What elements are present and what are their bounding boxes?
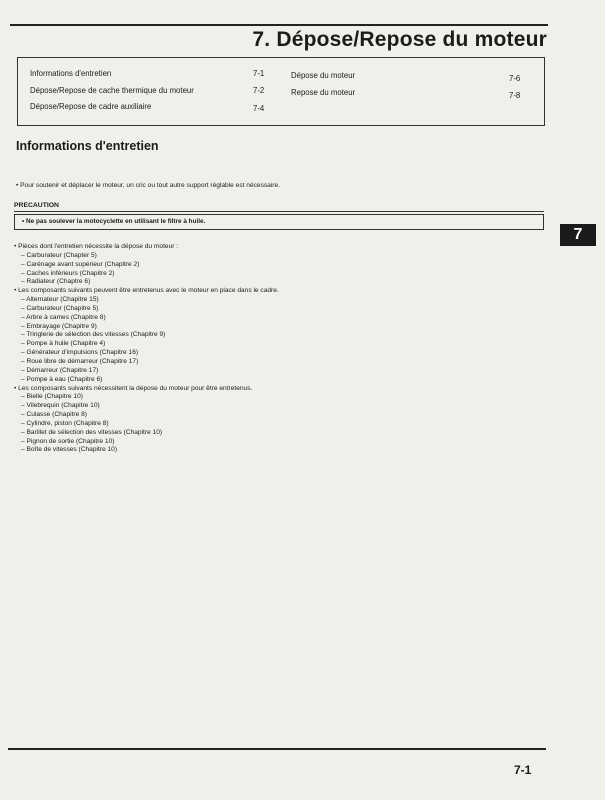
list-item: – Carburateur (Chapitre 5) — [21, 304, 99, 312]
list-heading: • Les composants suivants peuvent être entretenus avec le moteur en place dans le cadre. — [14, 287, 279, 295]
list-item: – Caches inférieurs (Chapitre 2) — [21, 269, 115, 277]
list-item: – Roue libre de démarreur (Chapitre 17) — [21, 357, 139, 365]
list-item: – Barillet de sélection des vitesses (Chapitre 10) — [21, 428, 163, 436]
chapter-tab: 7 — [560, 224, 596, 246]
list-item: – Tringlerie de sélection des vitesses (Chapitre 9) — [21, 331, 166, 339]
toc-item[interactable]: Dépose/Repose de cache thermique du moteur — [30, 86, 194, 95]
list-item: – Vilebrequin (Chapitre 10) — [21, 402, 100, 410]
list-item: – Générateur d'impulsions (Chapitre 16) — [21, 349, 139, 357]
list-item: – Pompe à eau (Chapitre 6) — [21, 375, 103, 383]
list-item: – Arbre à cames (Chapitre 8) — [21, 313, 106, 321]
list-item: – Alternateur (Chapitre 15) — [21, 296, 99, 304]
list-item: – Radiateur (Chaptre 6) — [21, 278, 91, 286]
header-rule — [10, 24, 548, 26]
toc-item[interactable]: Informations d'entretien — [30, 69, 112, 78]
list-item: – Carburateur (Chapter 5) — [21, 251, 97, 259]
toc-page: 7-4 — [253, 104, 265, 113]
footer-rule — [8, 748, 546, 750]
list-item: – Pignon de sortie (Chapitre 10) — [21, 437, 115, 445]
list-item: – Pompe à huile (Chapitre 4) — [21, 340, 106, 348]
toc-page: 7-1 — [253, 69, 265, 78]
list-item: – Cylindre, piston (Chapitre 8) — [21, 419, 109, 427]
toc-item[interactable]: Dépose/Repose de cadre auxiliaire — [30, 102, 152, 111]
caution-rule — [14, 211, 544, 212]
list-item: – Culasse (Chapitre 8) — [21, 411, 87, 419]
intro-note: • Pour soutenir et déplacer le moteur, un cric ou tout autre support réglable est nécessaire. — [16, 182, 281, 189]
page-title: 7. Dépose/Repose du moteur — [252, 28, 547, 51]
toc-page: 7-2 — [253, 86, 265, 95]
section-heading: Informations d'entretien — [16, 139, 159, 153]
list-item: – Boîte de vitesses (Chapitre 10) — [21, 446, 118, 454]
list-heading: • Les composants suivants nécessitent la dépose du moteur pour être entretenus. — [14, 384, 253, 392]
toc-item[interactable]: Repose du moteur — [291, 88, 356, 97]
list-item: – Bielle (Chapitre 10) — [21, 393, 83, 401]
page-number: 7-1 — [514, 763, 532, 777]
list-item: – Embrayage (Chapitre 9) — [21, 322, 97, 330]
toc-page: 7-6 — [509, 74, 521, 83]
list-item: – Carénage avant supérieur (Chapitre 2) — [21, 260, 140, 268]
caution-label: PRECAUTION — [14, 202, 59, 209]
caution-text: • Ne pas soulever la motocyclette en utilisant le filtre à huile. — [22, 218, 206, 225]
list-heading: • Pièces dont l'entretien nécessite la dépose du moteur : — [14, 243, 179, 250]
list-item: – Démarreur (Chapitre 17) — [21, 366, 99, 374]
toc-item[interactable]: Dépose du moteur — [291, 71, 356, 80]
maintenance-list — [14, 243, 279, 455]
toc-page: 7-8 — [509, 91, 521, 100]
